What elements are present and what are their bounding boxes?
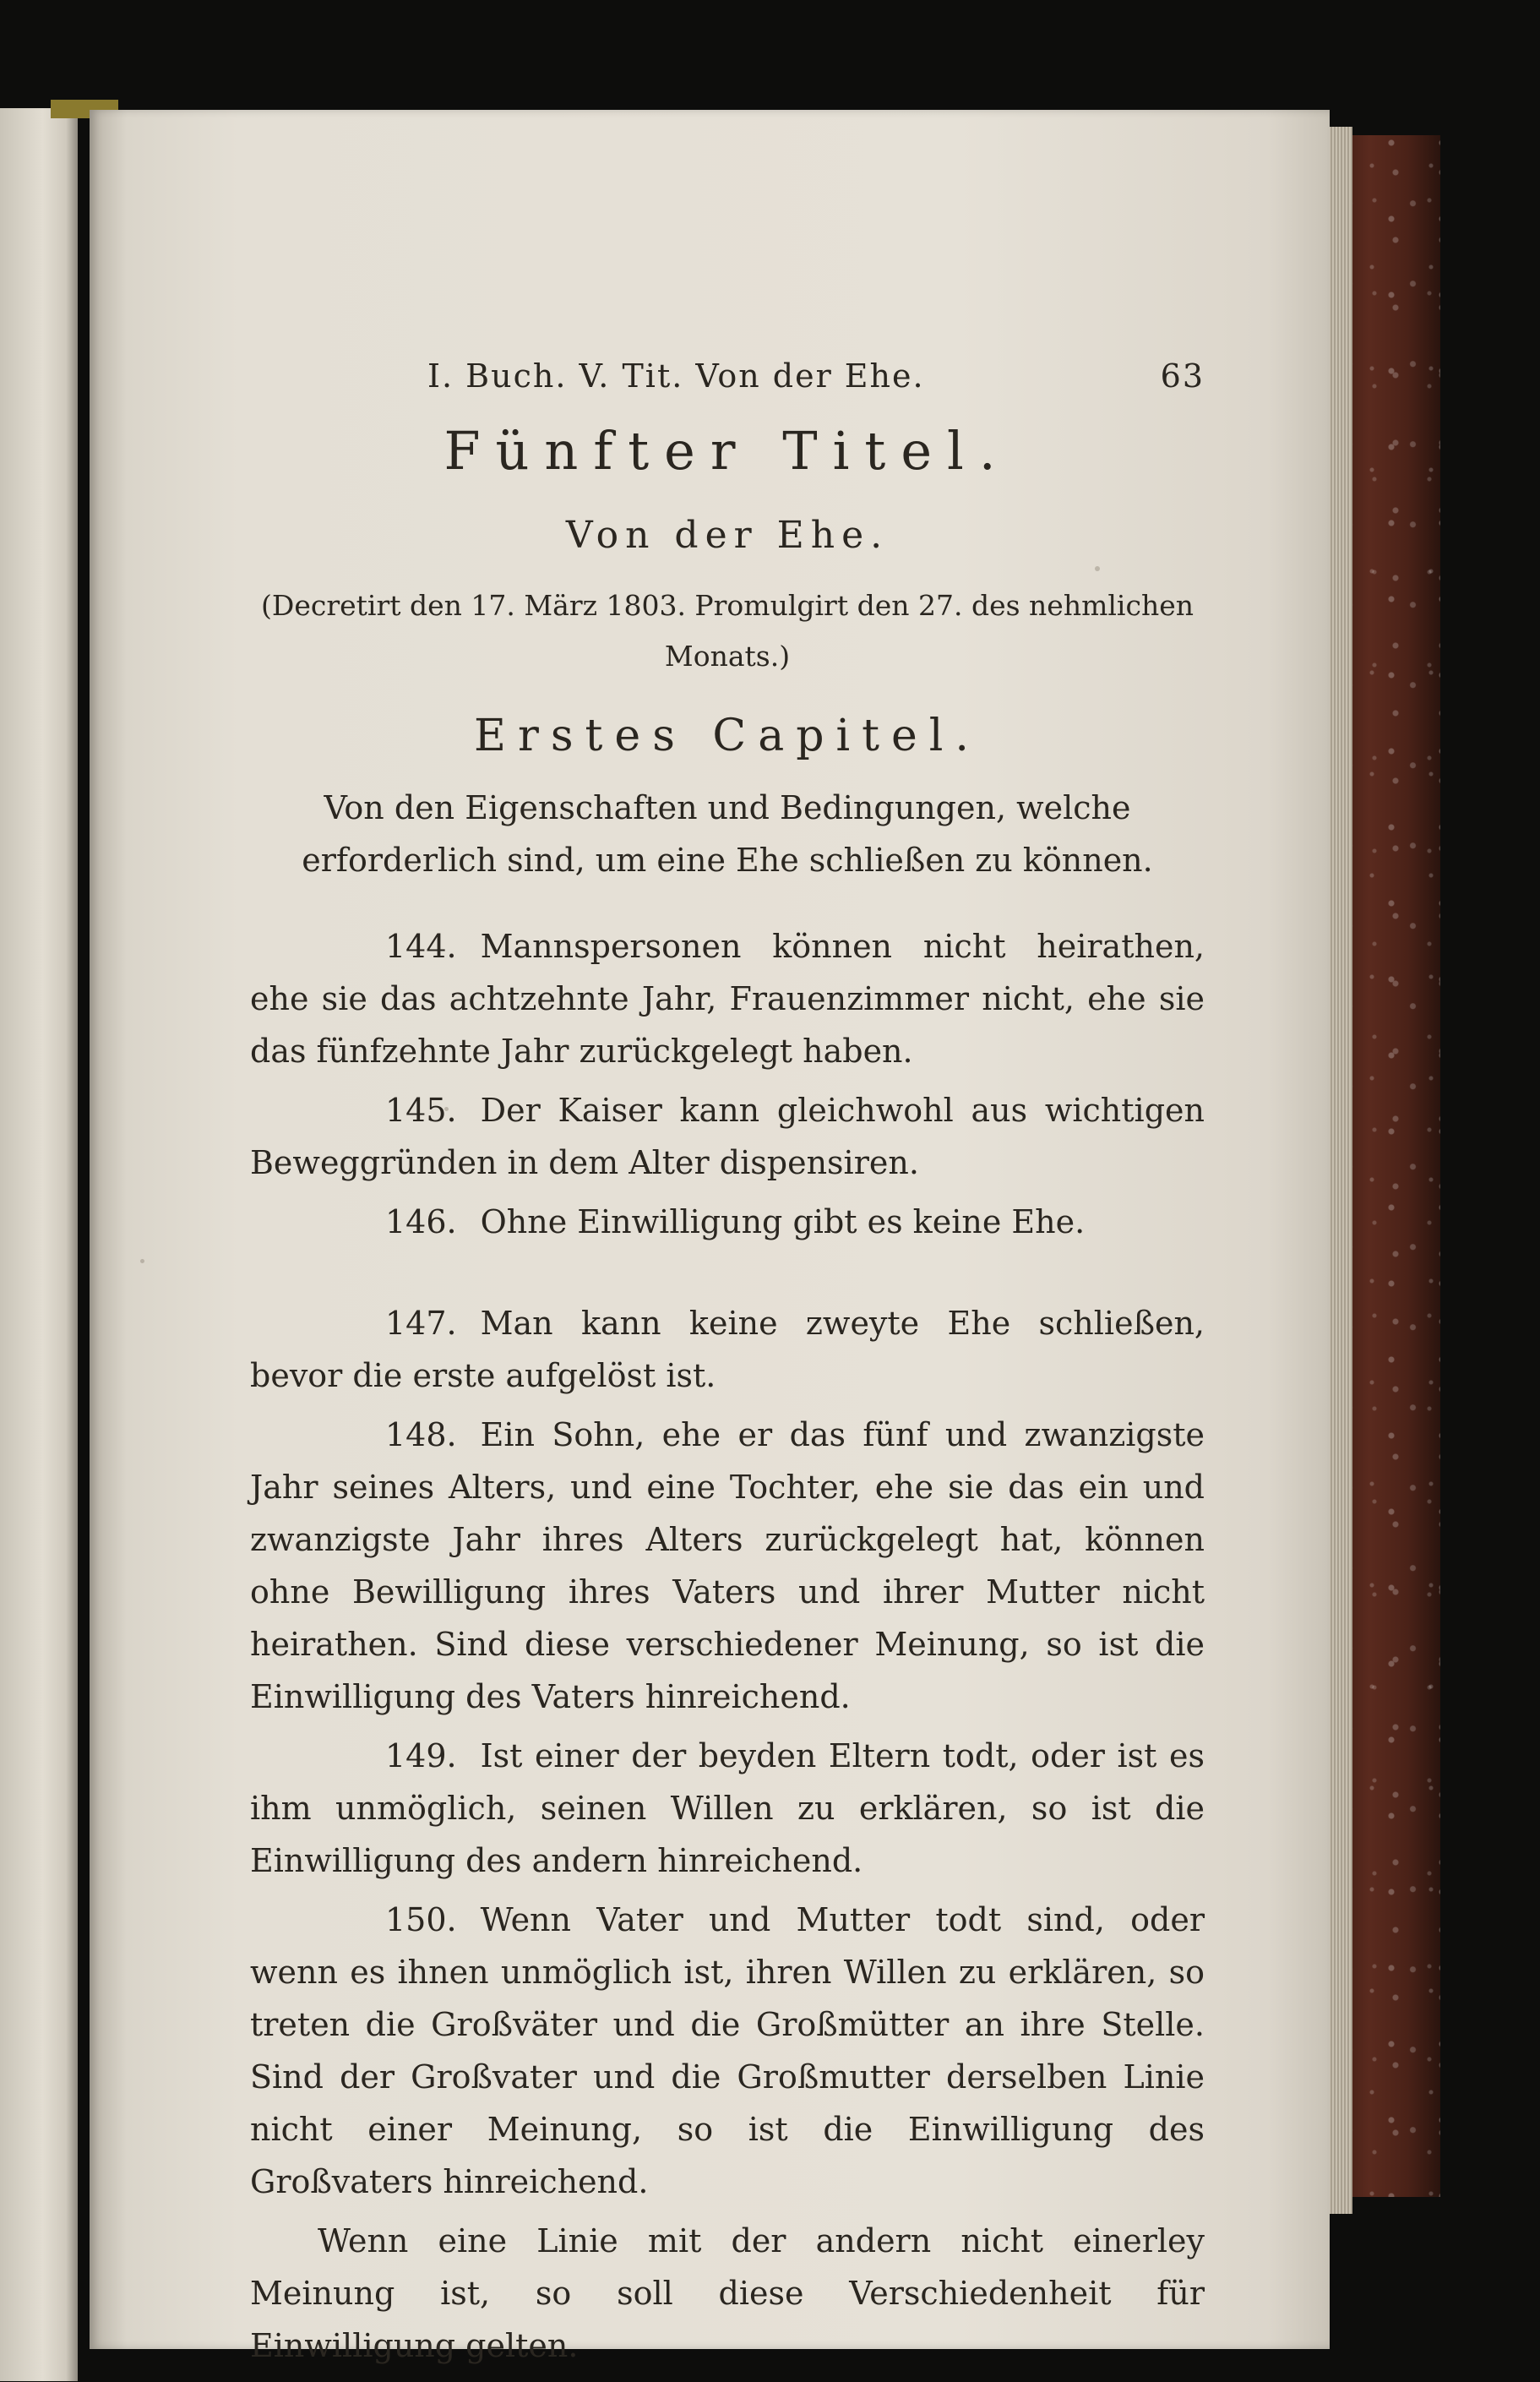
paragraph-number: 145. — [385, 1092, 457, 1129]
paragraph-number: 147. — [385, 1305, 457, 1342]
paper-speck — [140, 1259, 144, 1263]
chapter-title: Erstes Capitel. — [474, 711, 981, 761]
section-title: Fünfter Titel. — [443, 420, 1011, 482]
paragraph-150 — [250, 1894, 1205, 2208]
page-number: 63 — [1160, 357, 1205, 395]
paragraph-text: Wenn Vater und Mutter todt sind, oder wenn es ihnen unmöglich ist, ihren Willen zu erklären, so treten die Großväter und die Großmütter an ihre Stelle. Sind der Großvater und die Großmutter derselben Linie nicht einer Meinung, so ist die Einwilligung des Großvaters hinreichend. — [250, 1901, 1205, 2200]
paragraph-text: Wenn eine Linie mit der andern nicht einerley Meinung ist, so soll diese Verschiedenheit für Einwilligung gelten. — [250, 2222, 1205, 2364]
paragraph-number: 148. — [385, 1416, 457, 1453]
paragraph-148 — [250, 1409, 1205, 1723]
page-text — [250, 351, 1205, 2379]
chapter-description: Von den Eigenschaften und Bedingungen, welche erforderlich sind, um eine Ehe schließen zu können. — [302, 789, 1153, 879]
paragraph-147 — [250, 1297, 1205, 1402]
paragraph-number: 144. — [385, 928, 457, 965]
paragraph-number: 149. — [385, 1737, 457, 1774]
paragraph-text: Ist einer der beyden Eltern todt, oder ist es ihm unmöglich, seinen Willen zu erklären, so ist die Einwilligung des andern hinreichend. — [250, 1737, 1205, 1879]
paragraph-144 — [250, 920, 1205, 1077]
book-page — [90, 110, 1330, 2364]
paragraph-text: Ein Sohn, ehe er das fünf und zwanzigste Jahr seines Alters, und eine Tochter, ehe sie das ein und zwanzigste Jahr ihres Alters zurückgelegt hat, können ohne Bewilligung ihres Vaters und ihrer Mutter nicht heirathen. Sind diese verschiedener Meinung, so ist die Einwilligung des Vaters hinreichend. — [250, 1416, 1205, 1715]
paragraph-number: 146. — [385, 1203, 457, 1240]
paragraph-145 — [250, 1084, 1205, 1189]
paragraph-text: Der Kaiser kann gleichwohl aus wichtigen Beweggründen in dem Alter dispensiren. — [250, 1092, 1205, 1181]
section-subtitle: Von der Ehe. — [565, 514, 890, 557]
running-head-text: I. Buch. V. Tit. Von der Ehe. — [427, 357, 925, 395]
paragraph-149 — [250, 1730, 1205, 1887]
paragraph-text: Man kann keine zweyte Ehe schließen, bevor die erste aufgelöst ist. — [250, 1305, 1205, 1394]
paragraph-text: Mannspersonen können nicht heirathen, ehe sie das achtzehnte Jahr, Frauenzimmer nicht, ehe sie das fünfzehnte Jahr zurückgelegt haben. — [250, 928, 1205, 1070]
paragraph-number: 150. — [385, 1901, 457, 1938]
paragraph-text: Ohne Einwilligung gibt es keine Ehe. — [480, 1203, 1086, 1240]
paragraph-gap — [250, 1255, 1205, 1297]
paragraph-150-continued — [250, 2215, 1205, 2372]
previous-page-edge — [0, 108, 78, 2381]
decree-note: (Decretirt den 17. März 1803. Promulgirt den 27. des nehmlichen Monats.) — [261, 589, 1194, 673]
running-head — [250, 351, 1205, 410]
paragraph-146 — [250, 1196, 1205, 1248]
